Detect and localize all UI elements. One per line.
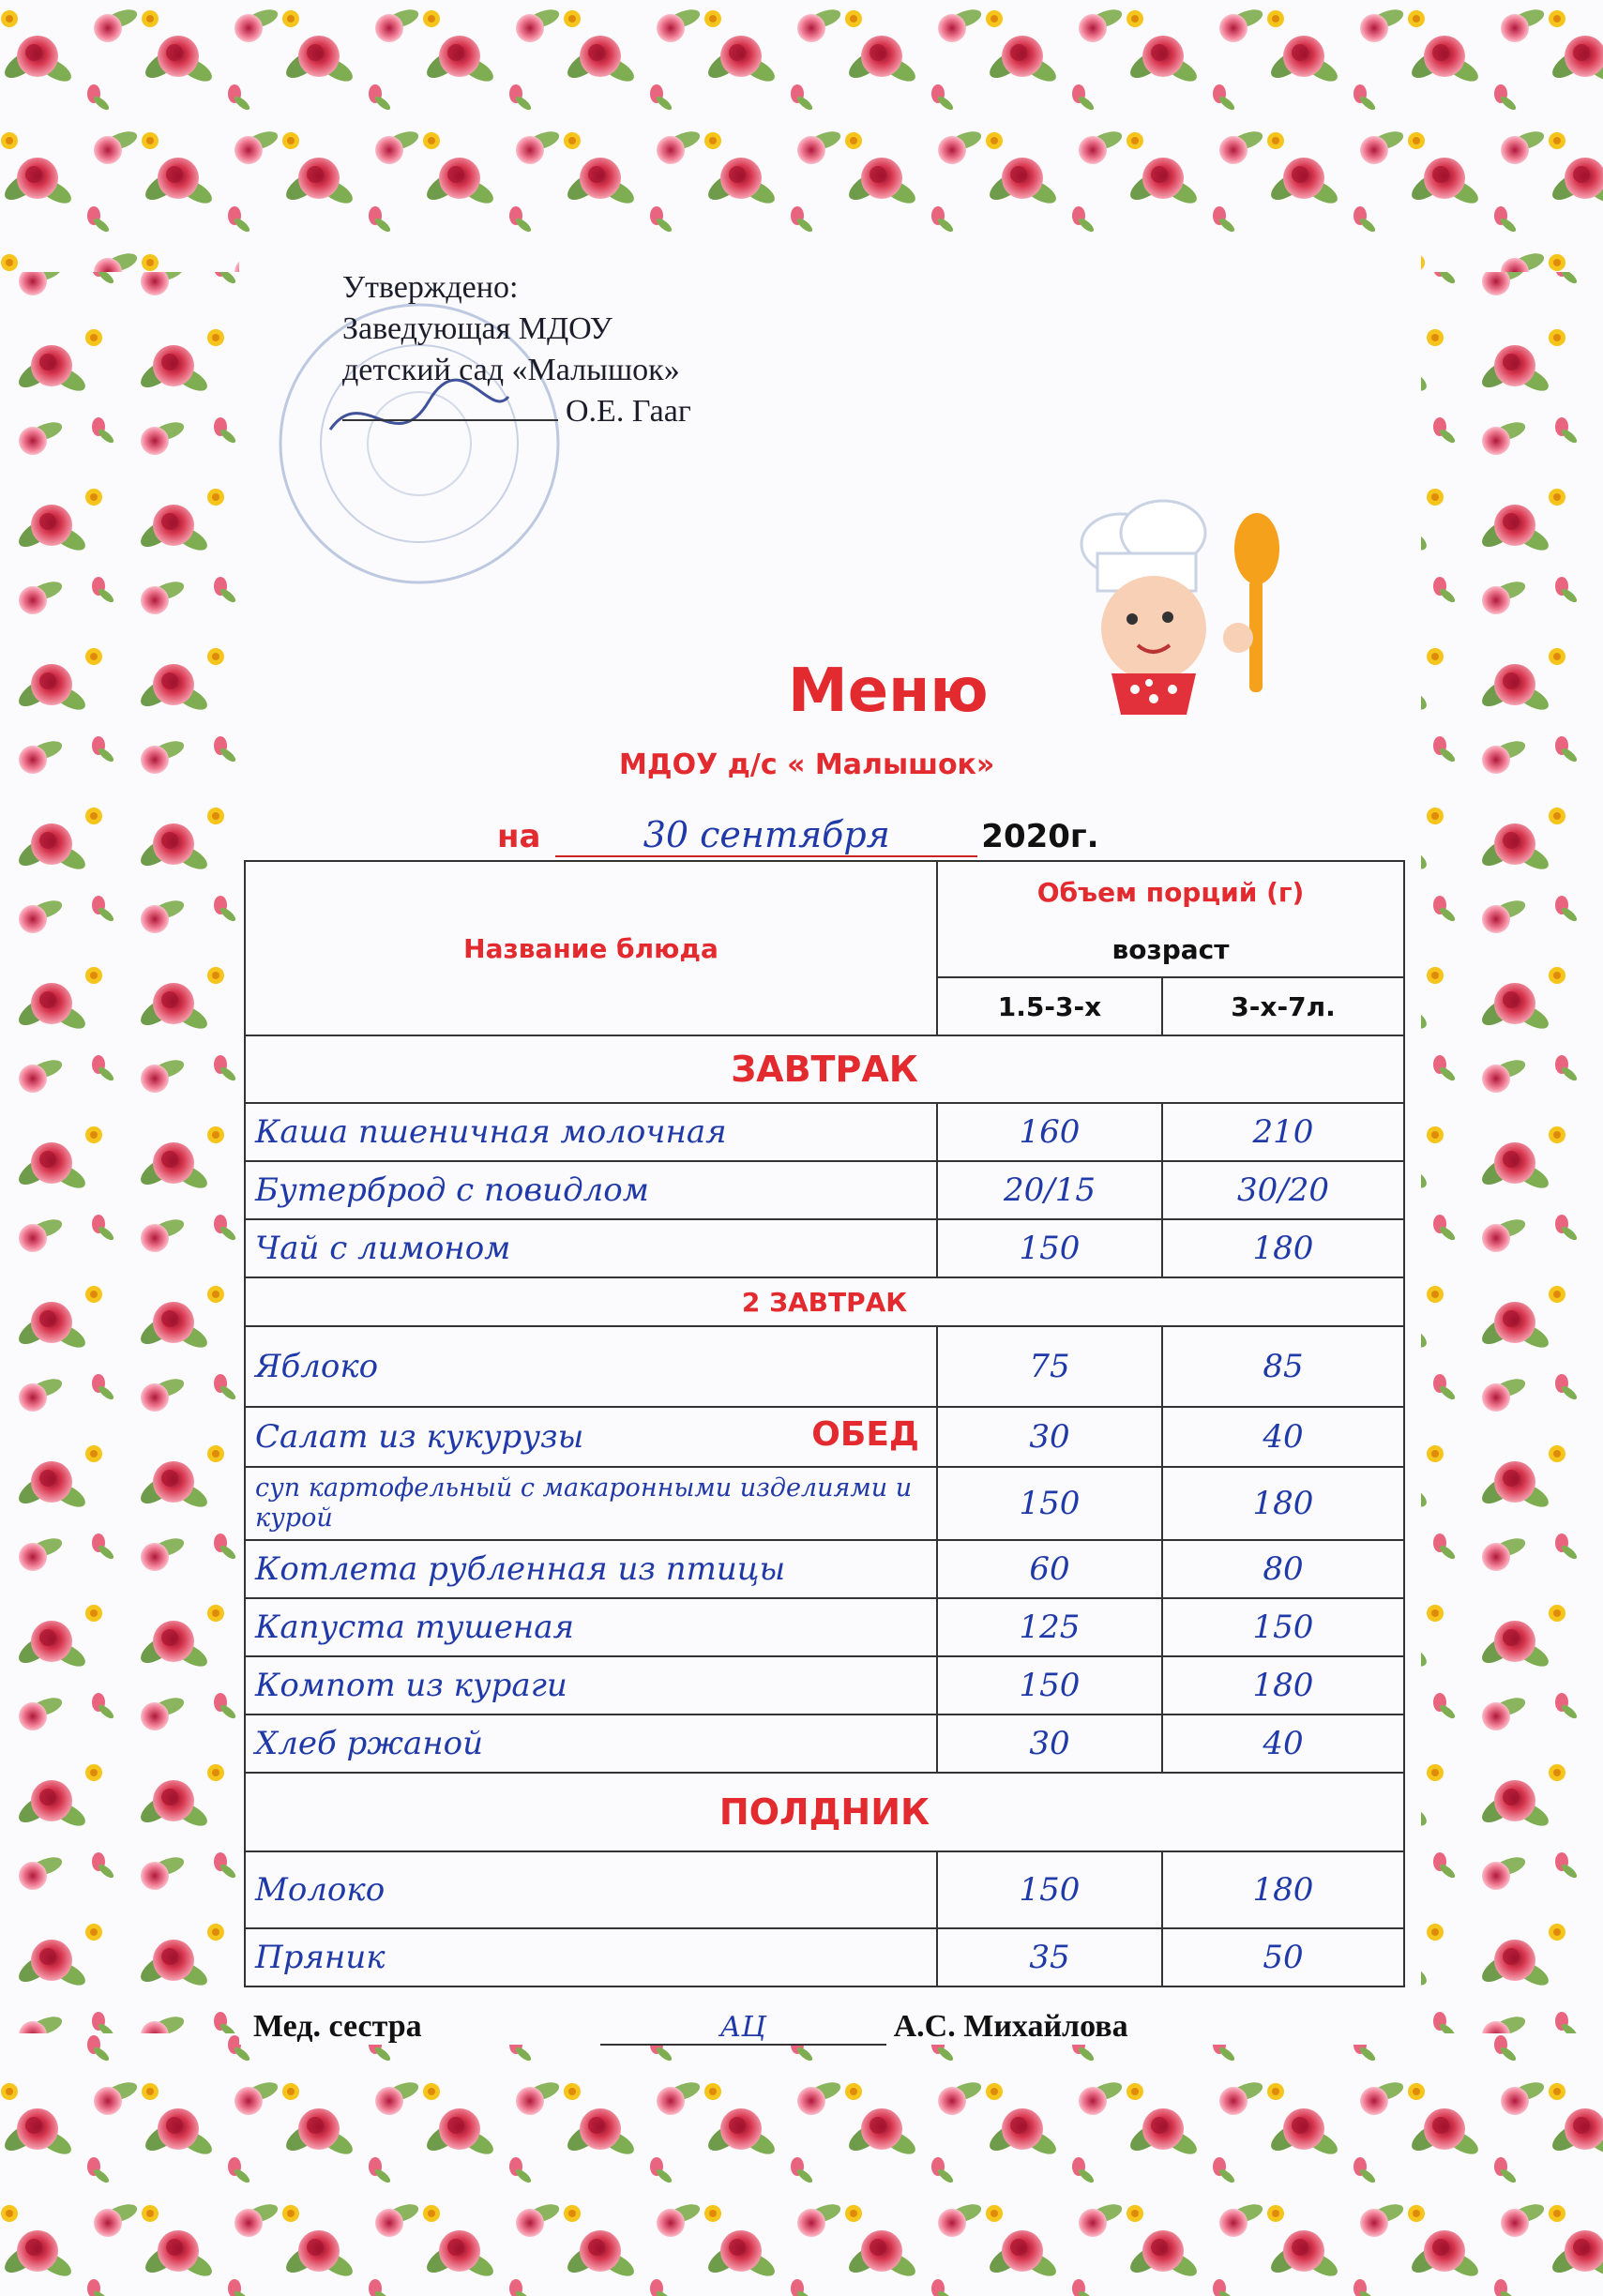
col-age-header: возраст — [937, 922, 1404, 977]
footer-name: А.С. Михайлова — [893, 2009, 1128, 2044]
dish-name: Салат из кукурузы — [255, 1418, 584, 1456]
dish-name: Каша пшеничная молочная — [245, 1103, 937, 1161]
table-row — [245, 1714, 1404, 1773]
date-line — [497, 814, 1099, 857]
dish-name: Пряник — [245, 1928, 937, 1986]
portion-age1: 20/15 — [937, 1161, 1162, 1219]
table-row — [245, 1928, 1404, 1986]
dish-name: Компот из кураги — [245, 1656, 937, 1714]
portion-age1: 150 — [937, 1851, 1162, 1928]
portion-age1: 35 — [937, 1928, 1162, 1986]
portion-age2: 85 — [1162, 1326, 1404, 1407]
portion-age2: 180 — [1162, 1467, 1404, 1540]
dish-name: Бутерброд с повидлом — [245, 1161, 937, 1219]
table-row — [245, 1598, 1404, 1656]
portion-age2: 210 — [1162, 1103, 1404, 1161]
section-breakfast: ЗАВТРАК — [245, 1035, 1404, 1103]
col-dish-header: Название блюда — [245, 861, 937, 1035]
date-year: 2020г. — [981, 818, 1099, 855]
approval-line2: Заведующая МДОУ — [342, 311, 612, 346]
footer-role: Мед. сестра — [253, 2009, 422, 2044]
portion-age2: 40 — [1162, 1714, 1404, 1773]
table-row — [245, 1219, 1404, 1277]
col-age2-header: 3-х-7л. — [1162, 977, 1404, 1035]
date-value: 30 сентября — [555, 814, 977, 857]
chef-illustration — [1055, 497, 1318, 722]
table-row — [245, 1540, 1404, 1598]
footer-signature-mark: АЦ — [600, 2011, 886, 2046]
organization-name: МДОУ д/с « Малышок» — [619, 748, 995, 781]
section-snack: ПОЛДНИК — [245, 1773, 1404, 1851]
portion-age1: 75 — [937, 1326, 1162, 1407]
col-age1-header: 1.5-3-х — [937, 977, 1162, 1035]
portion-age2: 150 — [1162, 1598, 1404, 1656]
portion-age2: 180 — [1162, 1219, 1404, 1277]
lunch-first-cell — [245, 1407, 937, 1467]
dish-name: Котлета рубленная из птицы — [245, 1540, 937, 1598]
section-breakfast2: 2 ЗАВТРАК — [245, 1277, 1404, 1326]
menu-table — [244, 860, 1405, 1987]
footer-signature — [253, 2009, 1304, 2046]
portion-age2: 30/20 — [1162, 1161, 1404, 1219]
table-row — [245, 1103, 1404, 1161]
portion-age1: 60 — [937, 1540, 1162, 1598]
dish-name: Чай с лимоном — [245, 1219, 937, 1277]
portion-age2: 40 — [1162, 1407, 1404, 1467]
portion-age2: 80 — [1162, 1540, 1404, 1598]
dish-name: Молоко — [245, 1851, 937, 1928]
portion-age1: 125 — [937, 1598, 1162, 1656]
dish-name: суп картофельный с макаронными изделиями и курой — [245, 1467, 937, 1540]
table-row — [245, 1326, 1404, 1407]
table-row — [245, 1407, 1404, 1467]
col-volume-header: Объем порций (г) — [937, 861, 1404, 922]
table-row — [245, 1851, 1404, 1928]
table-row — [245, 1161, 1404, 1219]
signature-line — [342, 419, 558, 421]
portion-age2: 180 — [1162, 1851, 1404, 1928]
section-lunch: ОБЕД — [811, 1415, 919, 1454]
portion-age2: 50 — [1162, 1928, 1404, 1986]
table-row — [245, 1656, 1404, 1714]
portion-age1: 150 — [937, 1219, 1162, 1277]
portion-age1: 150 — [937, 1467, 1162, 1540]
portion-age1: 150 — [937, 1656, 1162, 1714]
table-row — [245, 1467, 1404, 1540]
approval-signer: О.Е. Гааг — [566, 394, 691, 429]
portion-age1: 30 — [937, 1714, 1162, 1773]
dish-name: Яблоко — [245, 1326, 937, 1407]
approval-block — [342, 267, 793, 432]
dish-name: Хлеб ржаной — [245, 1714, 937, 1773]
approval-line3: детский сад «Малышок» — [342, 353, 680, 387]
dish-name: Капуста тушеная — [245, 1598, 937, 1656]
portion-age1: 30 — [937, 1407, 1162, 1467]
page-title: Меню — [788, 657, 989, 726]
date-prefix: на — [497, 818, 541, 855]
approval-line1: Утверждено: — [342, 270, 519, 305]
portion-age1: 160 — [937, 1103, 1162, 1161]
portion-age2: 180 — [1162, 1656, 1404, 1714]
